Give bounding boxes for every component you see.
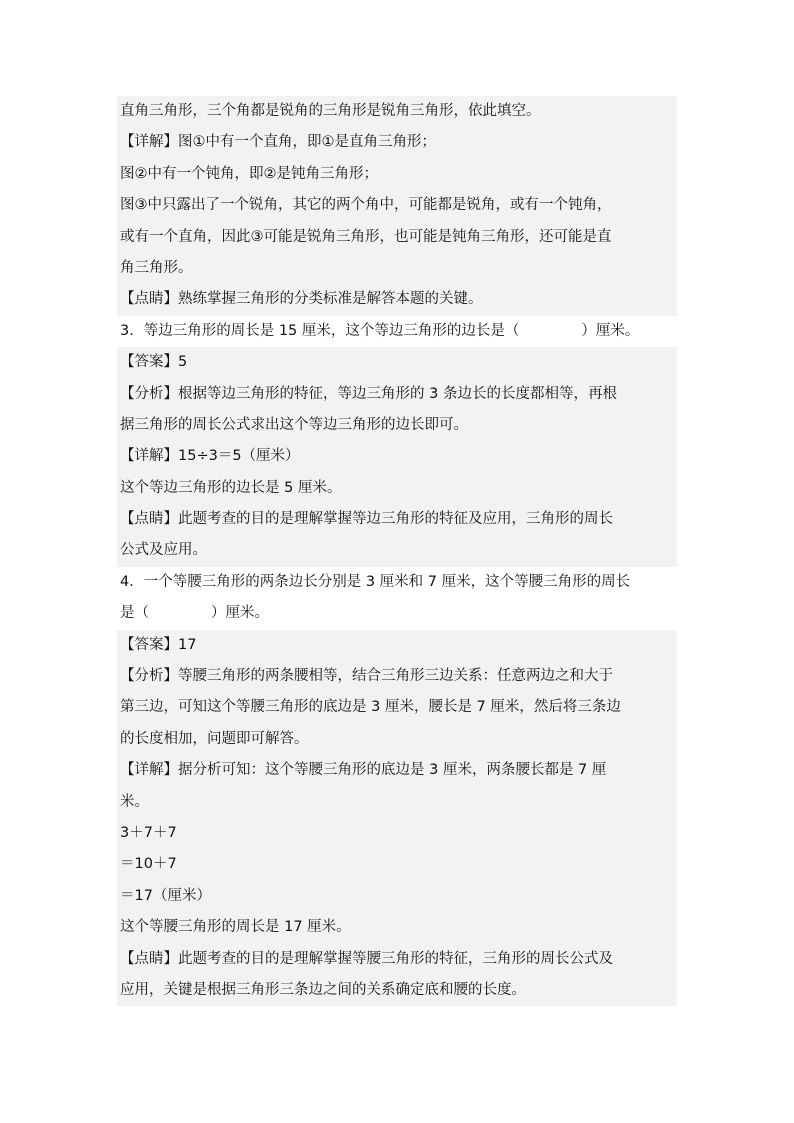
text-line: 图③中只露出了一个锐角，其它的两个角中，可能都是锐角，或有一个钝角， — [117, 190, 677, 221]
text-line: 【详解】图①中有一个直角，即①是直角三角形； — [117, 127, 677, 158]
question-3 — [117, 316, 677, 347]
text-line: ＝17（厘米） — [117, 881, 677, 912]
text-line: 据三角形的周长公式求出这个等边三角形的边长即可。 — [117, 410, 677, 441]
text-line: 这个等边三角形的边长是 5 厘米。 — [117, 473, 677, 504]
text-line: ＝10＋7 — [117, 849, 677, 880]
question-unit: ）厘米。 — [211, 605, 269, 622]
text-line: 【点睛】此题考查的目的是理解掌握等腰三角形的特征，三角形的周长公式及 — [117, 944, 677, 975]
text-line: 应用，关键是根据三角形三条边之间的关系确定底和腰的长度。 — [117, 975, 677, 1006]
text-line: 【分析】等腰三角形的两条腰相等，结合三角形三边关系：任意两边之和大于 — [117, 661, 677, 692]
question-text: 3．等边三角形的周长是 15 厘米，这个等边三角形的边长是（ — [120, 322, 520, 339]
text-line: 图②中有一个钝角，即②是钝角三角形； — [117, 159, 677, 190]
text-line: 【答案】17 — [117, 630, 677, 661]
text-line: 【详解】15÷3＝5（厘米） — [117, 441, 677, 472]
text-line: 【详解】据分析可知：这个等腰三角形的底边是 3 厘米，两条腰长都是 7 厘 — [117, 755, 677, 786]
text-line: 米。 — [117, 787, 677, 818]
text-line: 【答案】5 — [117, 347, 677, 378]
text-line: 公式及应用。 — [117, 535, 677, 566]
question-unit: ）厘米。 — [581, 322, 640, 339]
text-line: 3＋7＋7 — [117, 818, 677, 849]
question-4-continued — [117, 598, 677, 629]
text-line: 【点睛】熟练掌握三角形的分类标准是解答本题的关键。 — [117, 284, 677, 315]
question-4: 4．一个等腰三角形的两条边长分别是 3 厘米和 7 厘米，这个等腰三角形的周长 — [120, 573, 631, 590]
text-line: 角三角形。 — [117, 253, 677, 284]
text-line: 【点睛】此题考查的目的是理解掌握等边三角形的特征及应用，三角形的周长 — [117, 504, 677, 535]
text-line: 第三边，可知这个等腰三角形的底边是 3 厘米，腰长是 7 厘米，然后将三条边 — [117, 692, 677, 723]
text-line: 或有一个直角，因此③可能是锐角三角形，也可能是钝角三角形，还可能是直 — [117, 222, 677, 253]
document-body — [117, 96, 677, 1006]
question-text: 是（ — [120, 605, 149, 622]
text-line: 【分析】根据等边三角形的特征，等边三角形的 3 条边长的长度都相等，再根 — [117, 379, 677, 410]
text-line: 的长度相加，问题即可解答。 — [117, 724, 677, 755]
text-line: 这个等腰三角形的周长是 17 厘米。 — [117, 912, 677, 943]
text-line: 直角三角形，三个角都是锐角的三角形是锐角三角形，依此填空。 — [117, 96, 677, 127]
